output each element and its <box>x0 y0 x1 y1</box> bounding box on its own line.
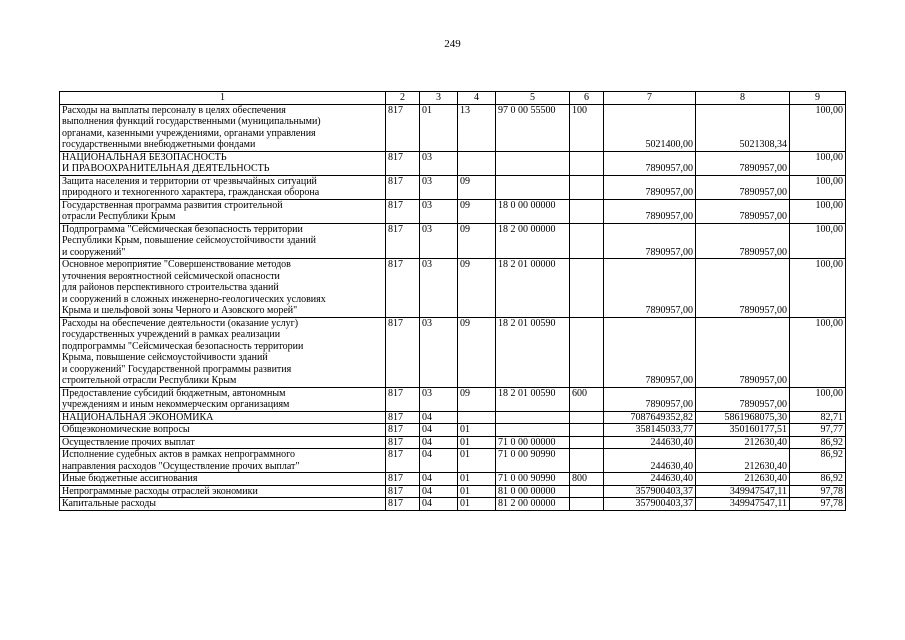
code-target: 18 2 00 00000 <box>496 223 570 259</box>
row-name-line: природного и техногенного характера, гражданская оборона <box>62 187 320 198</box>
row-name <box>60 473 386 486</box>
row-name <box>60 223 386 259</box>
code-expense-type: 800 <box>570 473 604 486</box>
code-admin: 817 <box>386 424 420 437</box>
header-cell: 4 <box>458 92 496 105</box>
code-expense-type <box>570 498 604 511</box>
code-expense-type <box>570 223 604 259</box>
code-admin: 817 <box>386 436 420 449</box>
code-target: 18 2 01 00590 <box>496 317 570 387</box>
row-name <box>60 175 386 199</box>
code-subsection: 09 <box>458 175 496 199</box>
table-row <box>60 485 846 498</box>
code-section: 03 <box>420 223 458 259</box>
table-row <box>60 104 846 151</box>
row-name <box>60 436 386 449</box>
row-name <box>60 199 386 223</box>
row-name-line: Крыма и шельфовой зоны Черного и Азовского морей" <box>62 305 298 316</box>
code-section: 03 <box>420 387 458 411</box>
planned-amount: 357900403,37 <box>604 498 696 511</box>
code-admin: 817 <box>386 317 420 387</box>
executed-amount: 212630,40 <box>696 473 790 486</box>
code-target: 81 0 00 00000 <box>496 485 570 498</box>
planned-amount: 7890957,00 <box>604 259 696 318</box>
code-section: 04 <box>420 436 458 449</box>
page-number: 249 <box>444 38 461 50</box>
code-subsection: 01 <box>458 485 496 498</box>
row-name <box>60 104 386 151</box>
planned-amount: 244630,40 <box>604 449 696 473</box>
percent-executed: 97,77 <box>790 424 846 437</box>
code-expense-type <box>570 411 604 424</box>
table-row <box>60 411 846 424</box>
code-subsection: 09 <box>458 259 496 318</box>
executed-amount: 212630,40 <box>696 436 790 449</box>
code-admin: 817 <box>386 473 420 486</box>
code-subsection: 09 <box>458 387 496 411</box>
code-admin: 817 <box>386 199 420 223</box>
row-name-line: уточнения вероятностной сейсмической опасности <box>62 270 280 282</box>
planned-amount: 244630,40 <box>604 473 696 486</box>
percent-executed: 82,71 <box>790 411 846 424</box>
code-section: 03 <box>420 175 458 199</box>
code-target <box>496 411 570 424</box>
table-row <box>60 175 846 199</box>
code-section: 04 <box>420 424 458 437</box>
row-name-line: Расходы на выплаты персоналу в целях обеспечения <box>62 104 286 116</box>
code-target: 97 0 00 55500 <box>496 104 570 151</box>
row-name-line: и сооружений" Государственной программы развития <box>62 363 292 375</box>
code-admin: 817 <box>386 387 420 411</box>
row-name-line: И ПРАВООХРАНИТЕЛЬНАЯ ДЕЯТЕЛЬНОСТЬ <box>62 163 270 174</box>
row-name-line: Государственная программа развития строительной <box>62 199 283 211</box>
code-subsection <box>458 151 496 175</box>
row-name-line: Общеэкономические вопросы <box>62 424 190 435</box>
row-name <box>60 449 386 473</box>
percent-executed: 97,78 <box>790 498 846 511</box>
percent-executed: 100,00 <box>790 151 846 175</box>
row-name-line: Иные бюджетные ассигнования <box>62 473 198 484</box>
table-row <box>60 436 846 449</box>
code-section: 04 <box>420 449 458 473</box>
percent-executed: 100,00 <box>790 259 846 318</box>
code-admin: 817 <box>386 151 420 175</box>
table-row <box>60 473 846 486</box>
executed-amount: 7890957,00 <box>696 317 790 387</box>
code-target <box>496 151 570 175</box>
code-target: 18 0 00 00000 <box>496 199 570 223</box>
code-section: 03 <box>420 151 458 175</box>
row-name-line: выполнения функций государственными (муниципальными) <box>62 116 321 127</box>
table-row <box>60 317 846 387</box>
header-cell: 2 <box>386 92 420 105</box>
planned-amount: 7087649352,82 <box>604 411 696 424</box>
executed-amount: 7890957,00 <box>696 199 790 223</box>
code-target: 18 2 01 00590 <box>496 387 570 411</box>
row-name-line: НАЦИОНАЛЬНАЯ БЕЗОПАСНОСТЬ <box>62 151 227 163</box>
header-cell: 7 <box>604 92 696 105</box>
code-expense-type <box>570 151 604 175</box>
code-expense-type <box>570 259 604 318</box>
row-name-line: Исполнение судебных актов в рамках непрограммного <box>62 449 295 460</box>
row-name <box>60 498 386 511</box>
code-expense-type <box>570 436 604 449</box>
row-name <box>60 387 386 411</box>
row-name-line: Непрограммные расходы отраслей экономики <box>62 485 258 497</box>
percent-executed: 100,00 <box>790 175 846 199</box>
table-row <box>60 199 846 223</box>
code-expense-type <box>570 485 604 498</box>
percent-executed: 100,00 <box>790 223 846 259</box>
row-name-line: Защита населения и территории от чрезвычайных ситуаций <box>62 175 317 187</box>
code-subsection: 01 <box>458 473 496 486</box>
planned-amount: 7890957,00 <box>604 175 696 199</box>
row-name-line: Подпрограмма "Сейсмическая безопасность территории <box>62 223 303 235</box>
row-name-line: направления расходов "Осуществление прочих выплат" <box>62 460 300 472</box>
table-row <box>60 259 846 318</box>
code-subsection: 09 <box>458 317 496 387</box>
planned-amount: 357900403,37 <box>604 485 696 498</box>
planned-amount: 7890957,00 <box>604 317 696 387</box>
row-name-line: Капитальные расходы <box>62 498 157 509</box>
budget-table <box>59 91 846 511</box>
percent-executed: 86,92 <box>790 473 846 486</box>
row-name-line: органами, казенными учреждениями, органами управления <box>62 127 316 139</box>
planned-amount: 244630,40 <box>604 436 696 449</box>
row-name-line: Предоставление субсидий бюджетным, автономным <box>62 387 286 399</box>
code-section: 03 <box>420 259 458 318</box>
header-cell: 9 <box>790 92 846 105</box>
code-expense-type <box>570 449 604 473</box>
planned-amount: 7890957,00 <box>604 223 696 259</box>
planned-amount: 7890957,00 <box>604 151 696 175</box>
code-target: 71 0 00 90990 <box>496 449 570 473</box>
code-subsection: 13 <box>458 104 496 151</box>
executed-amount: 7890957,00 <box>696 259 790 318</box>
executed-amount: 7890957,00 <box>696 387 790 411</box>
table-row <box>60 387 846 411</box>
code-admin: 817 <box>386 449 420 473</box>
table-row <box>60 449 846 473</box>
executed-amount: 350160177,51 <box>696 424 790 437</box>
row-name <box>60 259 386 318</box>
percent-executed: 86,92 <box>790 449 846 473</box>
row-name-line: государственными внебюджетными фондами <box>62 139 256 150</box>
code-section: 04 <box>420 485 458 498</box>
planned-amount: 7890957,00 <box>604 199 696 223</box>
row-name-line: для районов перспективного строительства зданий <box>62 282 279 293</box>
executed-amount: 212630,40 <box>696 449 790 473</box>
row-name-line: и сооружений" <box>62 246 126 258</box>
code-target: 71 0 00 90990 <box>496 473 570 486</box>
header-cell: 3 <box>420 92 458 105</box>
row-name <box>60 411 386 424</box>
code-target: 81 2 00 00000 <box>496 498 570 511</box>
code-expense-type <box>570 199 604 223</box>
header-cell: 5 <box>496 92 570 105</box>
code-target <box>496 175 570 199</box>
table-row <box>60 498 846 511</box>
header-cell: 1 <box>60 92 386 105</box>
code-section: 01 <box>420 104 458 151</box>
code-section: 03 <box>420 199 458 223</box>
code-subsection: 01 <box>458 449 496 473</box>
row-name-line: государственных учреждений в рамках реализации <box>62 329 281 340</box>
row-name <box>60 317 386 387</box>
row-name-line: строительной отрасли Республики Крым <box>62 375 237 386</box>
row-name <box>60 485 386 498</box>
row-name-line: Республики Крым, повышение сейсмоустойчивости зданий <box>62 235 317 246</box>
row-name-line: Расходы на обеспечение деятельности (оказание услуг) <box>62 317 299 329</box>
planned-amount: 5021400,00 <box>604 104 696 151</box>
executed-amount: 7890957,00 <box>696 151 790 175</box>
row-name <box>60 424 386 437</box>
code-admin: 817 <box>386 223 420 259</box>
row-name-line: отрасли Республики Крым <box>62 211 176 222</box>
table-row <box>60 151 846 175</box>
table-row <box>60 424 846 437</box>
code-subsection: 01 <box>458 424 496 437</box>
row-name-line: учреждениям и иным некоммерческим организациям <box>62 399 290 410</box>
code-section: 04 <box>420 411 458 424</box>
code-subsection: 09 <box>458 223 496 259</box>
percent-executed: 100,00 <box>790 199 846 223</box>
code-expense-type <box>570 424 604 437</box>
executed-amount: 5861968075,30 <box>696 411 790 424</box>
code-subsection: 01 <box>458 436 496 449</box>
percent-executed: 97,78 <box>790 485 846 498</box>
code-admin: 817 <box>386 411 420 424</box>
executed-amount: 7890957,00 <box>696 175 790 199</box>
percent-executed: 100,00 <box>790 387 846 411</box>
code-admin: 817 <box>386 498 420 511</box>
table-row <box>60 223 846 259</box>
code-subsection <box>458 411 496 424</box>
percent-executed: 86,92 <box>790 436 846 449</box>
code-expense-type <box>570 317 604 387</box>
code-expense-type: 100 <box>570 104 604 151</box>
code-target <box>496 424 570 437</box>
row-name-line: и сооружений в сложных инженерно-геологических условиях <box>62 293 326 305</box>
percent-executed: 100,00 <box>790 104 846 151</box>
code-admin: 817 <box>386 175 420 199</box>
code-section: 04 <box>420 498 458 511</box>
executed-amount: 7890957,00 <box>696 223 790 259</box>
executed-amount: 349947547,11 <box>696 498 790 511</box>
code-expense-type: 600 <box>570 387 604 411</box>
header-row <box>60 92 846 105</box>
code-target: 71 0 00 00000 <box>496 436 570 449</box>
code-expense-type <box>570 175 604 199</box>
row-name-line: Осуществление прочих выплат <box>62 436 195 448</box>
code-section: 03 <box>420 317 458 387</box>
header-cell: 6 <box>570 92 604 105</box>
percent-executed: 100,00 <box>790 317 846 387</box>
row-name-line: Основное мероприятие "Совершенствование методов <box>62 259 291 270</box>
row-name-line: Крыма, повышение сейсмоустойчивости зданий <box>62 352 268 363</box>
planned-amount: 7890957,00 <box>604 387 696 411</box>
code-target: 18 2 01 00000 <box>496 259 570 318</box>
code-admin: 817 <box>386 485 420 498</box>
header-cell: 8 <box>696 92 790 105</box>
code-subsection: 01 <box>458 498 496 511</box>
row-name-line: НАЦИОНАЛЬНАЯ ЭКОНОМИКА <box>62 411 214 423</box>
code-section: 04 <box>420 473 458 486</box>
row-name <box>60 151 386 175</box>
executed-amount: 5021308,34 <box>696 104 790 151</box>
row-name-line: подпрограммы "Сейсмическая безопасность территории <box>62 340 304 352</box>
executed-amount: 349947547,11 <box>696 485 790 498</box>
code-admin: 817 <box>386 104 420 151</box>
code-admin: 817 <box>386 259 420 318</box>
planned-amount: 358145033,77 <box>604 424 696 437</box>
code-subsection: 09 <box>458 199 496 223</box>
